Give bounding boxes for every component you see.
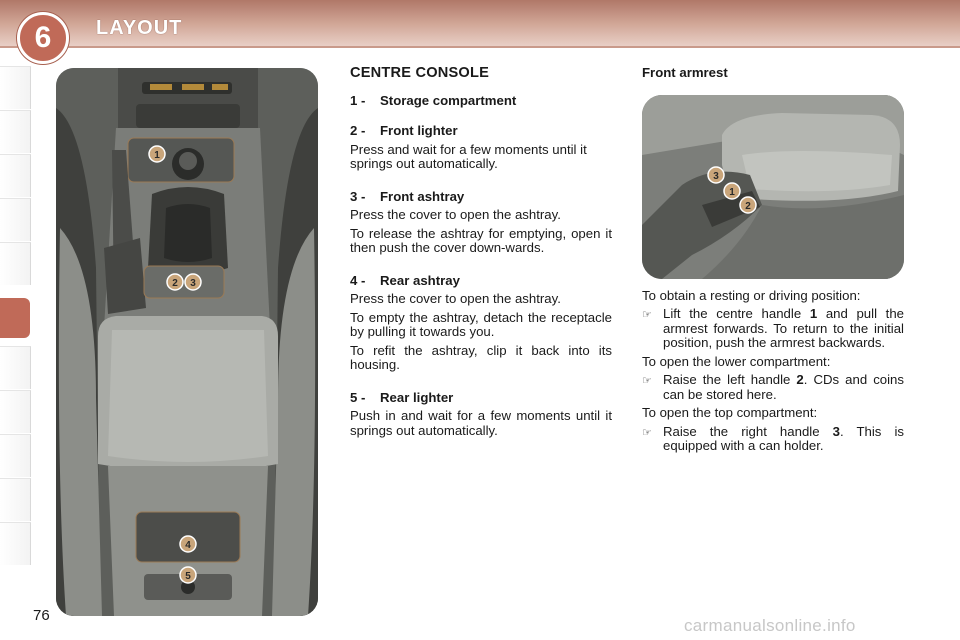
item-number: 4 - [350, 272, 366, 288]
svg-text:2: 2 [172, 278, 178, 289]
item-4-text: To refit the ashtray, clip it back into its housing. [350, 342, 612, 372]
item-title: Rear ashtray [380, 272, 460, 288]
svg-text:5: 5 [185, 571, 191, 582]
svg-text:3: 3 [190, 278, 196, 289]
centre-console-column [350, 66, 612, 442]
item-title: Front ashtray [380, 188, 465, 204]
item-5-heading [350, 391, 612, 406]
side-tab[interactable] [0, 66, 31, 109]
item-5-text: Push in and wait for a few moments until it springs out automatically. [350, 408, 612, 438]
armrest-intro: To obtain a resting or driving position: [642, 287, 861, 303]
armrest-label-1 [724, 183, 740, 199]
armrest-bullet-1 [642, 307, 904, 351]
section-title: CENTRE CONSOLE [350, 65, 490, 81]
photo-label-1 [149, 146, 165, 162]
armrest-label-3 [708, 167, 724, 183]
bullet-ref: 3 [832, 423, 840, 439]
bullet-text: Raise the left handle [663, 372, 797, 387]
chapter-number: 6 [34, 21, 52, 54]
item-title: Storage compartment [380, 92, 517, 108]
svg-text:4: 4 [185, 540, 191, 551]
top-compartment-intro: To open the top compartment: [642, 405, 818, 420]
centre-console-illustration [56, 68, 318, 616]
page-number: 76 [33, 607, 50, 624]
bullet-ref: 2 [796, 372, 804, 387]
armrest-bullet-2 [642, 373, 904, 402]
bullet-text: . This is equipped with a can holder. [663, 423, 904, 453]
photo-label-3 [185, 274, 201, 290]
side-tab[interactable] [0, 110, 31, 153]
item-3-text: To release the ashtray for emptying, open it then push the cover down-wards. [350, 225, 612, 255]
svg-text:1: 1 [154, 150, 160, 161]
bullet-text: and pull the armrest forwards. To return to the initial position, push the armrest backwards. [663, 306, 904, 350]
centre-console-photo [56, 68, 318, 616]
side-tab[interactable] [0, 478, 31, 521]
photo-label-2 [167, 274, 183, 290]
armrest-bullet-3 [642, 425, 904, 454]
side-tab[interactable] [0, 522, 31, 565]
item-3-text: Press the cover to open the ashtray. [350, 207, 561, 222]
item-title: Front lighter [380, 123, 458, 138]
front-armrest-column [642, 66, 904, 458]
item-3-heading [350, 190, 612, 205]
item-1-heading [350, 94, 612, 109]
bullet-text: Raise the right handle [663, 423, 833, 439]
watermark: carmanualsonline.info [684, 616, 856, 635]
item-number: 3 - [350, 188, 366, 204]
armrest-title: Front armrest [642, 65, 728, 80]
side-tab[interactable] [0, 390, 31, 433]
chapter-number-badge [17, 12, 69, 64]
photo-label-5 [180, 567, 196, 583]
chapter-title: LAYOUT [96, 17, 183, 39]
svg-text:3: 3 [713, 170, 719, 182]
side-tab[interactable] [0, 154, 31, 197]
armrest-label-2 [740, 197, 756, 213]
bullet-text: Lift the centre handle [663, 306, 810, 321]
armrest-photo [642, 95, 904, 279]
svg-text:1: 1 [729, 186, 735, 198]
side-tab-active[interactable] [0, 298, 30, 338]
item-title: Rear lighter [380, 389, 454, 405]
bullet-ref: 1 [809, 306, 818, 321]
item-4-text: To empty the ashtray, detach the receptacle by pulling it towards you. [350, 309, 612, 339]
chapter-side-tabs [0, 66, 32, 576]
photo-label-4 [180, 536, 196, 552]
item-2-heading [350, 124, 612, 139]
pointing-hand-icon: ☞ [642, 309, 652, 321]
pointing-hand-icon: ☞ [642, 375, 652, 387]
item-2-text: Press and wait for a few moments until it springs out automatically. [350, 141, 587, 171]
lower-compartment-intro: To open the lower compartment: [642, 353, 831, 369]
svg-text:2: 2 [745, 200, 751, 212]
item-number: 5 - [350, 389, 366, 405]
side-tab[interactable] [0, 242, 31, 285]
side-tab[interactable] [0, 346, 31, 389]
side-tab[interactable] [0, 198, 31, 241]
item-4-heading [350, 274, 612, 289]
item-number: 1 - [350, 92, 366, 108]
armrest-illustration [642, 95, 904, 279]
side-tab[interactable] [0, 434, 31, 477]
item-4-text: Press the cover to open the ashtray. [350, 291, 561, 306]
pointing-hand-icon: ☞ [642, 426, 652, 439]
bullet-text: . CDs and coins can be stored here. [663, 372, 904, 402]
item-number: 2 - [350, 123, 366, 138]
